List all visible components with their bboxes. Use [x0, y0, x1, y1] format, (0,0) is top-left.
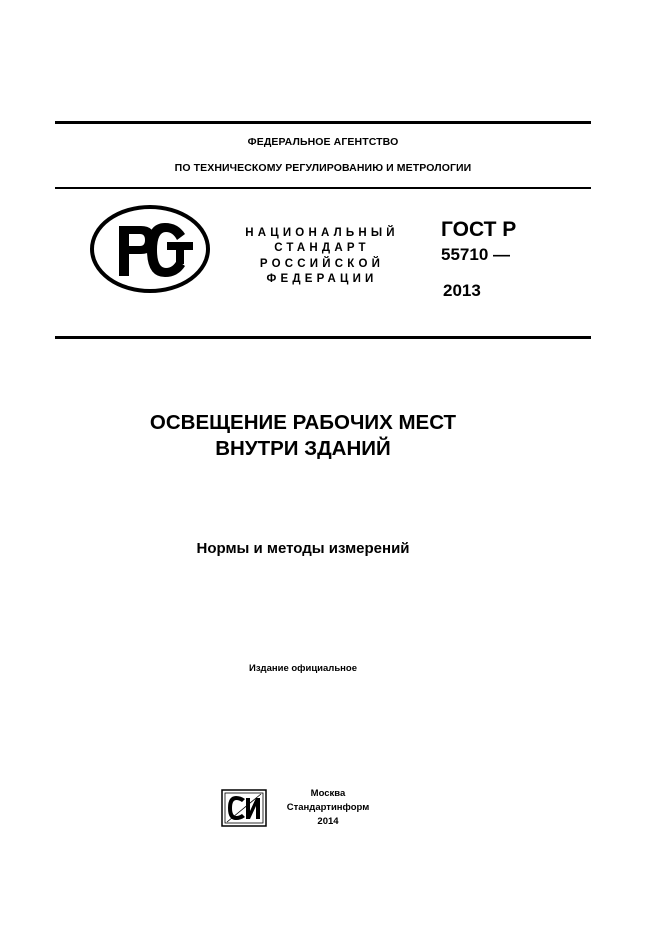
edition-label: Издание официальное: [249, 663, 357, 674]
agency-name-line2: ПО ТЕХНИЧЕСКОМУ РЕГУЛИРОВАНИЮ И МЕТРОЛОГИИ: [174, 162, 472, 174]
gost-prefix: ГОСТ Р: [441, 218, 517, 241]
top-rule: [55, 121, 591, 124]
block-bottom-rule: [55, 336, 591, 339]
national-line-4: ФЕДЕРАЦИИ: [266, 273, 378, 285]
rst-logo: [89, 204, 211, 294]
rst-certification-mark-icon: [89, 204, 211, 294]
document-title-line2: ВНУТРИ ЗДАНИЙ: [215, 437, 391, 460]
gost-year: 2013: [443, 281, 481, 300]
document-title-line1: ОСВЕЩЕНИЕ РАБОЧИХ МЕСТ: [149, 411, 457, 434]
agency-name-line1: ФЕДЕРАЛЬНОЕ АГЕНТСТВО: [247, 136, 399, 148]
publisher-city: Москва: [310, 788, 346, 799]
publisher-name: Стандартинформ: [286, 802, 370, 813]
national-line-2: СТАНДАРТ: [274, 242, 370, 254]
document-subtitle: Нормы и методы измерений: [196, 540, 410, 557]
national-line-1: НАЦИОНАЛЬНЫЙ: [245, 227, 399, 239]
header-bottom-rule: [55, 187, 591, 189]
national-line-3: РОССИЙСКОЙ: [259, 258, 385, 270]
gost-number: 55710 —: [441, 245, 510, 264]
publisher-year: 2014: [317, 816, 339, 827]
